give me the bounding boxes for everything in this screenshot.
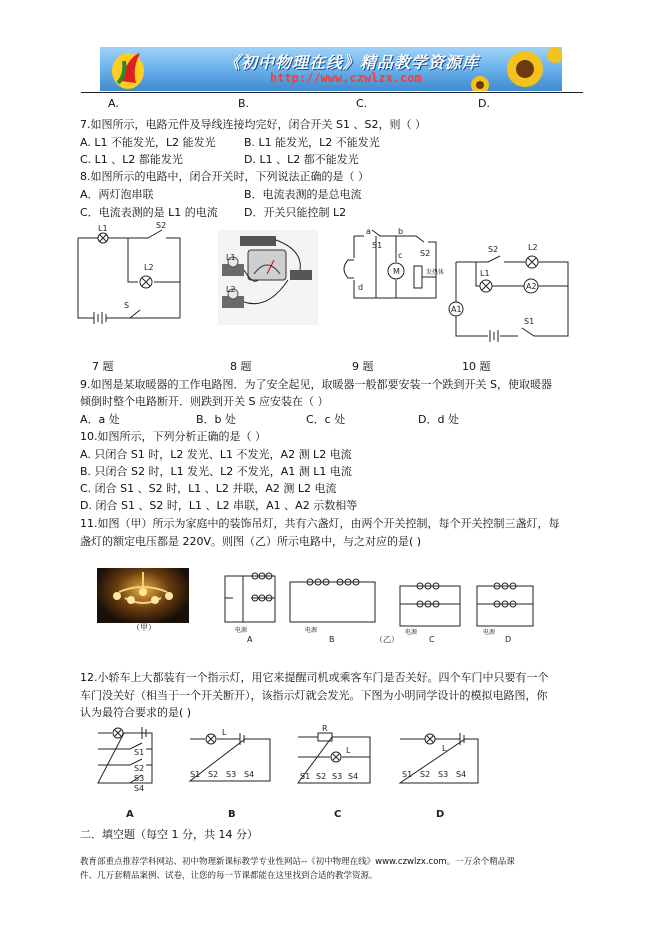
q11-option-d-label: D (505, 635, 512, 644)
q9-option-a: A．a 处 (80, 413, 120, 426)
fig9-label-m: M (393, 267, 400, 276)
fig10-label-l2: L2 (528, 243, 538, 252)
fig9-label-c: c (398, 251, 403, 260)
q12-a-s3: S3 (134, 774, 145, 783)
fig9-label-a: a (366, 227, 371, 236)
q8-option-d: D．开关只能控制 L2 (244, 206, 347, 219)
q12-a-s4: S4 (134, 784, 145, 793)
q12-d-s3: S3 (438, 770, 449, 779)
q11-d-power-label: 电源 (483, 629, 496, 636)
q12-d-s1: S1 (402, 770, 413, 779)
figure-9-circuit (336, 228, 446, 313)
q12-c-s2: S2 (316, 772, 327, 781)
q7-option-d: D. L1 、L2 都不能发光 (244, 153, 359, 166)
q12-c-resistor-label: R (322, 724, 328, 733)
switch-s-icon (130, 310, 140, 318)
caption-fig10: 10 题 (462, 360, 491, 373)
q12-b-lamp-label: L (222, 728, 227, 737)
q10-option-d: D. 闭合 S1 、S2 时，L1 、L2 串联，A1 、A2 示数相等 (80, 499, 358, 512)
fig8-label-l2: L2 (226, 285, 236, 294)
q9-stem-line1: 9.如图是某取暖器的工作电路图．为了安全起见，取暖器一般都要安装一个跌到开关 S，使取暖器 (80, 378, 552, 391)
banner-title: 《初中物理在线》精品教学资源库 (224, 53, 480, 72)
q7-stem: 7.如图所示，电路元件及导线连接均完好，闭合开关 S1 、S2，则（ ） (80, 118, 426, 131)
q12-option-d-label: D (436, 809, 445, 820)
q12-option-c-label: C (334, 809, 342, 820)
figure-10-circuit (448, 240, 573, 335)
q12-d-lamp-label: L (442, 744, 447, 753)
fig9-label-s2: S2 (420, 249, 431, 258)
fig9-label-heater: 发热体 (426, 269, 445, 276)
section-2-heading: 二．填空题（每空 1 分，共 14 分） (80, 828, 258, 841)
q9-stem-line2: 倾倒时整个电路断开．则跌到开关 S 应安装在（ ） (80, 395, 329, 408)
q11-option-a-label: A (247, 635, 253, 644)
q11-option-c-label: C (429, 635, 435, 644)
switch-icon (290, 270, 312, 280)
prev-option-b: B. (238, 97, 250, 110)
q11-option-b-circuit (290, 582, 375, 622)
fig7-label-l1: L1 (98, 224, 108, 233)
q12-b-s4: S4 (244, 770, 255, 779)
q12-a-s1: S1 (134, 748, 145, 757)
q11-label-jia: （甲） (132, 623, 156, 632)
fig10-label-s2: S2 (488, 245, 499, 254)
chandelier-icon (119, 572, 167, 603)
q9-option-b: B．b 处 (196, 413, 237, 426)
q12-c-s4: S4 (348, 772, 359, 781)
q8-stem: 8.如图所示的电路中，闭合开关时，下列说法正确的是（ ） (80, 170, 369, 183)
q10-option-c: C. 闭合 S1 、S2 时，L1 、L2 并联，A2 测 L2 电流 (80, 482, 337, 495)
q9-option-c: C．c 处 (306, 413, 346, 426)
fig8-label-l1: L1 (226, 253, 236, 262)
fig9-label-d: d (358, 283, 364, 292)
prev-option-d: D. (478, 97, 490, 110)
fig9-label-b: b (398, 227, 404, 236)
fig10-label-s1: S1 (524, 317, 535, 326)
q12-b-s3: S3 (226, 770, 237, 779)
q11-stem-line2: 盏灯的额定电压都是 220V。则图（乙）所示电路中，与之对应的是( ) (80, 535, 422, 548)
q11-a-power-label: 电源 (235, 627, 248, 634)
q8-option-c: C．电流表测的是 L1 的电流 (80, 206, 218, 219)
q12-d-s2: S2 (420, 770, 431, 779)
q7-option-a: A. L1 不能发光，L2 能发光 (80, 136, 216, 149)
fig7-label-s2: S2 (156, 221, 167, 230)
q11-option-b-label: B (329, 635, 335, 644)
q11-stem-line1: 11.如图（甲）所示为家庭中的装饰吊灯，共有六盏灯，由两个开关控制，每个开关控制三盏灯，每 (80, 517, 560, 530)
header-rule (81, 92, 583, 93)
fig10-label-a2: A2 (526, 282, 537, 291)
q12-b-s2: S2 (208, 770, 219, 779)
q12-option-b-label: B (228, 809, 236, 820)
q12-stem-line3: 认为最符合要求的是( ) (80, 706, 192, 719)
footer-line2: 件、几万套精品案例、试卷，让您的每一节课都能在这里找到合适的教学资源。 (80, 871, 378, 881)
footer-line1: 教育部重点推荐学科网站、初中物理新课标教学专业性网站--《初中物理在线》www.czwlzx.com。一万余个精品课 (80, 857, 515, 867)
fig7-label-s: S (124, 301, 130, 310)
fig10-label-a1: A1 (451, 305, 462, 314)
battery-icon (94, 312, 106, 324)
q7-option-b: B. L1 能发光，L2 不能发光 (244, 136, 380, 149)
q9-option-d: D．d 处 (418, 413, 459, 426)
figure-7-circuit (70, 220, 190, 315)
plug-icon (344, 260, 348, 278)
heater-icon (414, 266, 422, 288)
caption-fig8: 8 题 (230, 360, 252, 373)
q11-option-d-circuit (477, 586, 533, 626)
q8-option-a: A．两灯泡串联 (80, 188, 154, 201)
q12-c-s1: S1 (300, 772, 311, 781)
q12-b-s1: S1 (190, 770, 201, 779)
q11-option-a-circuit (225, 576, 275, 622)
fig9-label-s1: S1 (372, 241, 383, 250)
figure-8-apparatus (218, 230, 318, 325)
q10-stem: 10.如图所示，下列分析正确的是（ ） (80, 430, 266, 443)
q7-option-c: C. L1 、L2 都能发光 (80, 153, 183, 166)
q10-option-a: A. 只闭合 S1 时，L2 发光、L1 不发光，A2 测 L2 电流 (80, 448, 352, 461)
q12-a-s2: S2 (134, 764, 145, 773)
caption-fig9: 9 题 (352, 360, 374, 373)
q8-option-b: B．电流表测的是总电流 (244, 188, 362, 201)
prev-option-c: C. (356, 97, 368, 110)
q12-stem-line2: 车门没关好（相当于一个开关断开），该指示灯就会发光。下图为小明同学设计的模拟电路图，你 (80, 689, 548, 702)
chandelier-photo (97, 568, 189, 623)
q12-c-lamp-label: L (346, 746, 351, 755)
q12-c-s3: S3 (332, 772, 343, 781)
q12-d-s4: S4 (456, 770, 467, 779)
fig7-label-l2: L2 (144, 263, 154, 272)
battery-box-icon (240, 236, 276, 246)
header-banner (100, 47, 562, 91)
q12-option-a-label: A (126, 809, 134, 820)
q11-yi-label: （乙） (375, 635, 399, 644)
q12-circuit-options (90, 725, 490, 820)
banner-url[interactable]: http://www.czwlzx.com (270, 71, 422, 85)
q10-option-b: B. 只闭合 S2 时，L1 发光、L2 不发光，A1 测 L1 电流 (80, 465, 352, 478)
fig10-label-l1: L1 (480, 269, 490, 278)
prev-option-a: A. (108, 97, 119, 110)
battery-icon (490, 330, 498, 342)
q11-b-power-label: 电源 (305, 627, 318, 634)
q12-stem-line1: 12.小轿车上大都装有一个指示灯，用它来提醒司机或乘客车门是否关好。四个车门中只要有一个 (80, 671, 549, 684)
caption-fig7: 7 题 (92, 360, 114, 373)
q11-c-power-label: 电源 (405, 629, 418, 636)
q11-circuit-options (215, 568, 535, 643)
